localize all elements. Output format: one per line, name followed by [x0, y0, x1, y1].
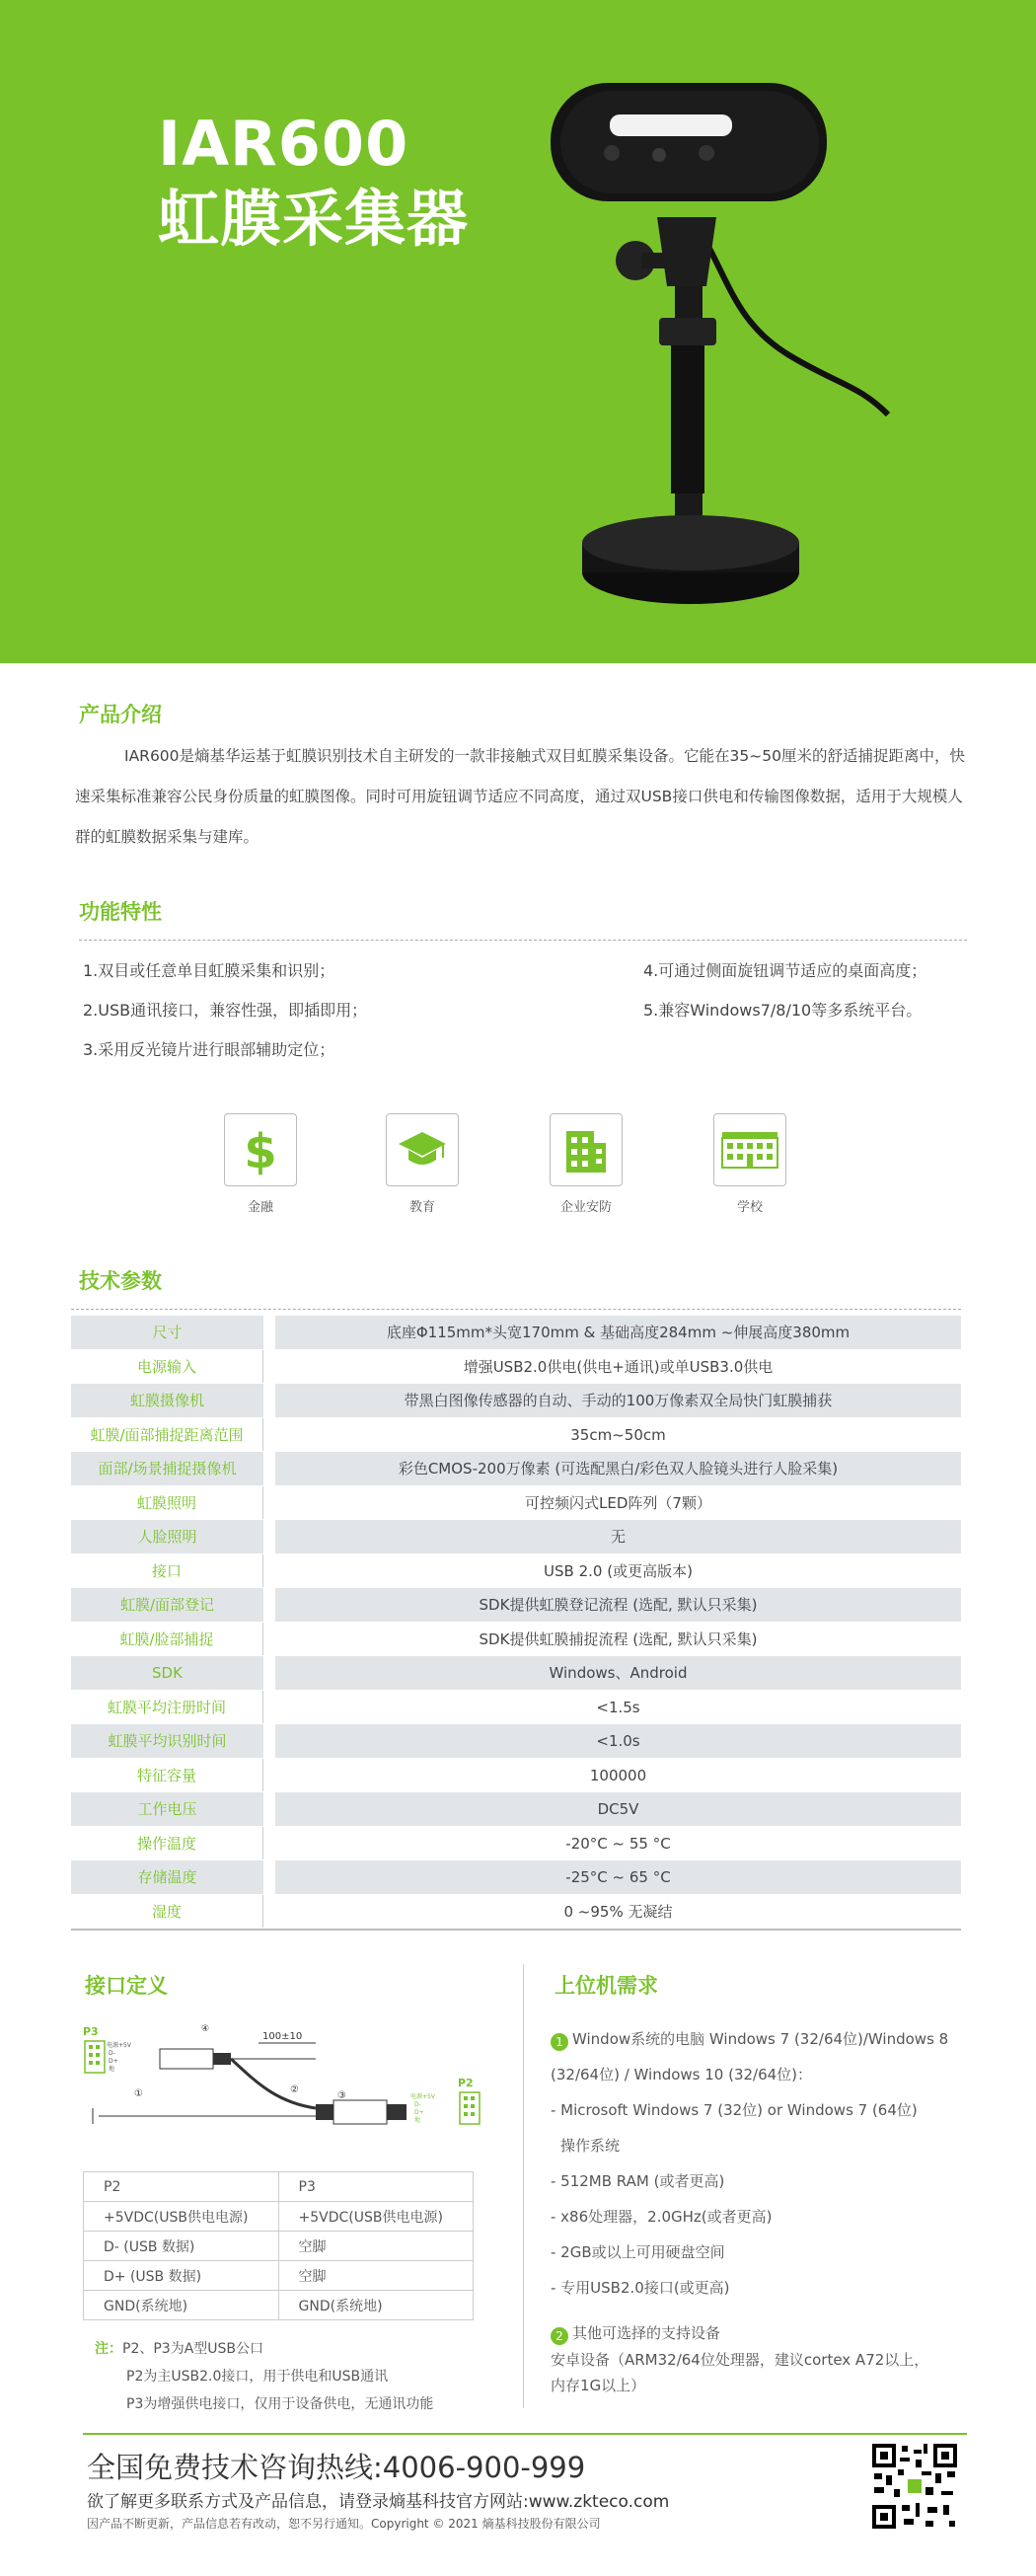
table-row	[71, 1623, 961, 1657]
spec-key: 特征容量	[71, 1759, 263, 1792]
spec-value: 彩色CMOS-200万像素 (可选配黑白/彩色双人脸镜头进行人脸采集)	[275, 1452, 961, 1485]
p3-pin-2: D-	[109, 2050, 115, 2057]
school-icon	[713, 1113, 786, 1186]
spec-value: DC5V	[275, 1792, 961, 1826]
feature-item: 3.采用反光镜片进行眼部辅助定位；	[83, 1040, 335, 1059]
number-1-icon: 1	[551, 2033, 568, 2051]
table-row	[71, 1486, 961, 1521]
spec-value: SDK提供虹膜登记流程 (选配, 默认只采集)	[275, 1588, 961, 1622]
spec-value: -20°C ~ 55 °C	[565, 1834, 671, 1853]
table-row	[71, 1418, 961, 1453]
spec-key: 操作温度	[71, 1827, 263, 1860]
p2-pin-2: D-	[414, 2101, 421, 2108]
length-dimension: 100±10	[262, 2031, 303, 2042]
product-title	[158, 108, 470, 261]
p3-pin-1: 电源+5V	[107, 2042, 131, 2049]
spec-key: 人脸照明	[71, 1520, 263, 1553]
table-row	[71, 1895, 961, 1930]
spec-value: 35cm~50cm	[570, 1425, 666, 1444]
spec-key: 虹膜摄像机	[71, 1384, 263, 1417]
intro-body: IAR600是熵基华运基于虹膜识别技术自主研发的一款非接触式双目虹膜采集设备。它能在35~50厘米的舒适捕捉距离中，快速采集标准兼容公民身份质量的虹膜图像。同时可用旋钮调节适应不同高度，通过双USB接口供电和传输图像数据，适用于大规模人群的虹膜数据采集与建库。	[75, 747, 965, 846]
spec-value: 增强USB2.0供电(供电+通讯)或单USB3.0供电	[463, 1357, 774, 1376]
spec-value: 无	[275, 1520, 961, 1553]
divider	[71, 1309, 961, 1310]
p3-label: P3	[83, 2025, 99, 2038]
feature-item: 1.双目或任意单目虹膜采集和识别；	[83, 961, 335, 980]
table-row	[71, 1759, 961, 1793]
feature-item: 5.兼容Windows7/8/10等多系统平台。	[643, 1001, 923, 1020]
table-row	[71, 1792, 961, 1827]
specs-title: 技术参数	[79, 1269, 162, 1293]
table-row: P2 P3	[84, 2172, 474, 2202]
p3-pin-4: 地	[109, 2066, 115, 2073]
spec-value: 0 ~95% 无凝结	[563, 1902, 673, 1921]
spec-key: 虹膜/面部捕捉距离范围	[71, 1418, 263, 1452]
p2-pin-1: 电源+5V	[410, 2093, 435, 2100]
product-name: 虹膜采集器	[158, 183, 470, 256]
spec-key: 虹膜照明	[71, 1486, 263, 1520]
iris-scanner-image	[533, 59, 947, 612]
graduation-cap-icon	[386, 1113, 459, 1186]
divider	[79, 940, 967, 941]
divider	[83, 2433, 967, 2435]
divider	[523, 1964, 524, 2408]
table-row	[71, 1452, 961, 1486]
table-row	[71, 1316, 961, 1350]
table-row	[71, 1350, 961, 1385]
spec-value: 带黑白图像传感器的自动、手动的100万像素双全局快门虹膜捕获	[275, 1384, 961, 1417]
spec-key: 尺寸	[71, 1316, 263, 1349]
spec-value: 100000	[589, 1766, 647, 1784]
spec-key: 电源输入	[71, 1350, 263, 1384]
p2-pin-3: D+	[414, 2109, 424, 2116]
divider	[71, 1929, 961, 1931]
intro-title: 产品介绍	[79, 703, 162, 726]
qr-code-icon	[870, 2442, 959, 2531]
spec-table	[71, 1316, 961, 1929]
use-education: 教育	[383, 1113, 462, 1215]
table-row: +5VDC(USB供电电源) +5VDC(USB供电电源)	[84, 2202, 474, 2232]
svg-text:$: $	[244, 1124, 277, 1175]
table-row: GND(系统地) GND(系统地)	[84, 2291, 474, 2320]
features-right	[643, 951, 926, 1030]
interface-notes: 注：P2、P3为A型USB公口 P2为主USB2.0接口，用于供电和USB通讯 P3为增强供电接口，仅用于设备供电，无通讯功能	[95, 2341, 434, 2412]
spec-key: 虹膜/脸部捕捉	[71, 1623, 263, 1656]
spec-key: 虹膜平均识别时间	[71, 1724, 263, 1758]
copyright: 因产品不断更新，产品信息若有改动，恕不另行通知。Copyright © 2021 熵基科技股份有限公司	[87, 2517, 601, 2531]
marker-3: ③	[337, 2090, 346, 2101]
table-row	[71, 1588, 961, 1623]
table-row: D- (USB 数据) 空脚	[84, 2232, 474, 2261]
table-row	[71, 1384, 961, 1418]
table-row	[71, 1656, 961, 1691]
product-model: IAR600	[158, 108, 409, 180]
spec-key: 接口	[71, 1554, 263, 1588]
spec-value: <1.0s	[275, 1724, 961, 1758]
use-school: 学校	[710, 1113, 789, 1215]
spec-value: Windows、Android	[275, 1656, 961, 1690]
application-icons	[221, 1113, 813, 1215]
feature-item: 4.可通过侧面旋钮调节适应的桌面高度；	[643, 961, 927, 980]
marker-1: ①	[134, 2088, 143, 2099]
p3-pin-3: D+	[109, 2058, 118, 2065]
marker-4: ④	[201, 2024, 210, 2034]
hotline: 全国免费技术咨询热线:4006-900-999	[87, 2451, 586, 2484]
spec-value: 底座Φ115mm*头宽170mm & 基础高度284mm ~伸展高度380mm	[275, 1316, 961, 1349]
table-row	[71, 1554, 961, 1589]
marker-2: ②	[290, 2084, 299, 2095]
spec-key: 存储温度	[71, 1860, 263, 1894]
feature-item: 2.USB通讯接口，兼容性强，即插即用；	[83, 1001, 368, 1020]
p2-label: P2	[458, 2077, 474, 2089]
number-2-icon: 2	[551, 2327, 568, 2345]
table-row	[71, 1860, 961, 1895]
host-requirements: 1 Window系统的电脑 Windows 7 (32/64位)/Windows 8 (32/64位) / Windows 10 (32/64位)： - Microsoft Windows 7 (32位) or Windows 7 (64位) 操作系统 - 512MB RAM (或者更高) - x86处理器，2.0GHz(或者更高) - 2GB或以上可用硬盘空间 - 专用USB2.0接口(或更高) 2 其他可选择的支持设备 安卓设备（ARM32/64位处理器，建议cortex A72以上， 内存1G以上）	[551, 2030, 949, 2394]
spec-key: 湿度	[71, 1895, 263, 1929]
features-title: 功能特性	[79, 900, 162, 924]
usb-cable-diagram	[79, 2013, 493, 2161]
spec-key: 虹膜平均注册时间	[71, 1691, 263, 1724]
spec-value: <1.5s	[596, 1698, 640, 1716]
table-row	[71, 1691, 961, 1725]
contact-info: 欲了解更多联系方式及产品信息，请登录熵基科技官方网站:www.zkteco.com	[87, 2492, 670, 2512]
features-left	[83, 951, 367, 1070]
host-title: 上位机需求	[555, 1974, 658, 1998]
spec-value: 可控频闪式LED阵列（7颗）	[525, 1493, 711, 1512]
spec-key: SDK	[71, 1656, 263, 1690]
hero-banner	[0, 0, 1036, 663]
pin-table	[83, 2171, 474, 2320]
dollar-icon	[224, 1113, 297, 1186]
interface-title: 接口定义	[85, 1974, 168, 1998]
spec-key: 虹膜/面部登记	[71, 1588, 263, 1622]
building-icon	[550, 1113, 623, 1186]
use-finance: $ 金融	[221, 1113, 300, 1215]
spec-key: 工作电压	[71, 1792, 263, 1826]
p2-pin-4: 地	[414, 2117, 421, 2124]
spec-key: 面部/场景捕捉摄像机	[71, 1452, 263, 1485]
table-row	[71, 1724, 961, 1759]
table-row	[71, 1827, 961, 1861]
table-row: D+ (USB 数据) 空脚	[84, 2261, 474, 2291]
note-label: 注：	[95, 2341, 122, 2357]
spec-value: USB 2.0 (或更高版本)	[544, 1561, 693, 1580]
use-enterprise-security: 企业安防	[547, 1113, 626, 1215]
table-row	[71, 1520, 961, 1554]
spec-value: -25°C ~ 65 °C	[275, 1860, 961, 1894]
spec-value: SDK提供虹膜捕捉流程 (选配, 默认只采集)	[479, 1629, 758, 1648]
